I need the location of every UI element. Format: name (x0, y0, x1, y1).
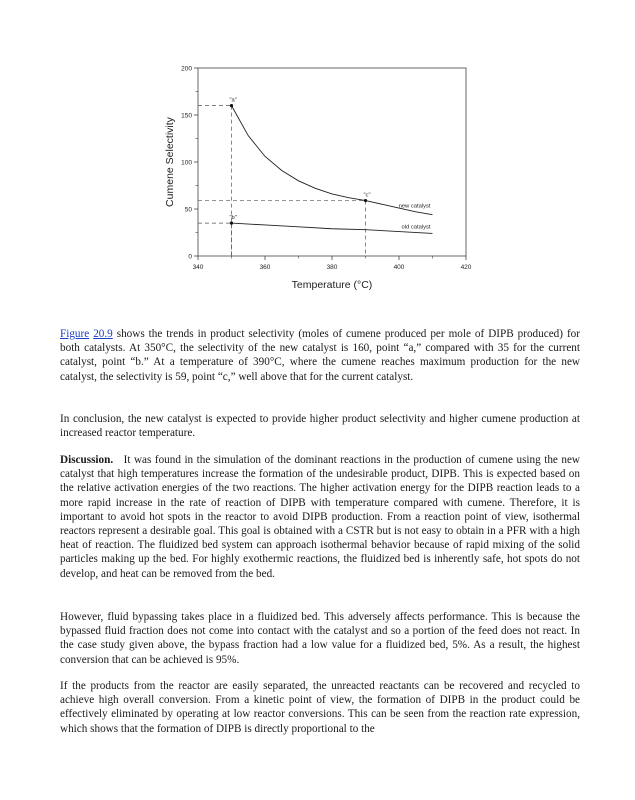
annotation-point (230, 222, 233, 225)
annotation-point (230, 104, 233, 107)
y-tick-label: 0 (188, 253, 192, 261)
paragraph-conclusion: In conclusion, the new catalyst is expected to provide higher product selectivity and higher cumene production at increased reactor temperature. (60, 413, 580, 440)
paragraph-text: shows the trends in product selectivity (moles of cumene produced per mole of DIPB produced) for both catalysts. At 350°C, the selectivity of the new catalyst is 160, point “a,” compared with 35 for the current catalyst, point “b.” At a temperature of 390°C, where the cumene reaches maximum production for the new catalyst, the selectivity is 59, point “c,” well above that for the current catalyst. (60, 328, 580, 383)
series-legend-label: new catalyst (398, 203, 431, 210)
annotation-point (364, 199, 367, 202)
y-tick-label: 150 (181, 112, 192, 120)
x-tick-label: 400 (393, 264, 405, 271)
y-tick-label: 50 (184, 206, 192, 214)
y-axis-label: Cumene Selectivity (164, 117, 176, 207)
annotation-labels (230, 98, 431, 231)
series-lines (230, 104, 433, 233)
paragraph-bypassing: However, fluid bypassing takes place in a fluidized bed. This adversely affects performance. This is because the bypassed fluid fraction does not come into contact with the catalyst and so a portion of the feed does not react. In the case study given above, the bypass fraction had a low value for a fluidized bed, 5%. As a result, the highest conversion that can be achieved is 95%. (60, 611, 580, 666)
x-axis-label: Temperature (°C) (291, 279, 373, 291)
y-tick-label: 100 (181, 159, 192, 167)
axis-ticks (181, 65, 472, 271)
paragraph-figure-trends (60, 327, 580, 384)
paragraph-recycle: If the products from the reactor are easily separated, the unreacted reactants can be recovered and recycled to achieve high overall conversion. From a kinetic point of view, the formation of DIPB in the product could be effectively eliminated by operating at low reactor conversions. This can be seen from the reaction rate expression, which shows that the formation of DIPB is directly proportional to the (60, 680, 580, 735)
x-tick-label: 420 (460, 264, 472, 271)
reference-dashes (198, 106, 366, 256)
figure-link[interactable]: Figure (60, 328, 90, 340)
x-tick-label: 360 (259, 264, 271, 271)
figure-number-link[interactable]: 20.9 (93, 328, 113, 340)
annotation-label: "a" (229, 97, 237, 104)
cumene-selectivity-chart (160, 62, 480, 294)
x-tick-label: 340 (192, 264, 204, 271)
y-tick-label: 200 (181, 65, 192, 73)
annotation-label: "b" (229, 215, 237, 222)
x-tick-label: 380 (326, 264, 338, 271)
discussion-heading: Discussion. (60, 454, 114, 466)
series-line (232, 106, 433, 215)
paragraph-discussion (60, 453, 580, 581)
annotation-label: "c" (363, 192, 371, 199)
discussion-text: It was found in the simulation of the dominant reactions in the production of cumene using the new catalyst that high temperatures increase the formation of the undesirable product, DIPB. This is expected based on the relative activation energies of the two reactions. The higher activation energy for the DIPB reaction leads to a more rapid increase in the rate of reaction of DIPB with temperature compared with cumene. Therefore, it is important to avoid hot spots in the reactor to avoid DIPB production. From a reaction point of view, isothermal reactors represent a desirable goal. This goal is obtained with a CSTR but is not easy to obtain in a PFR with a high heat of reaction. The fluidized bed system can approach isothermal behavior because of rapid mixing of the solid particles making up the bed. For highly exothermic reactions, the fluidized bed is inherently safe, hot spots do not develop, and heat can be removed from the bed. (60, 454, 580, 580)
series-legend-label: old catalyst (401, 224, 431, 231)
